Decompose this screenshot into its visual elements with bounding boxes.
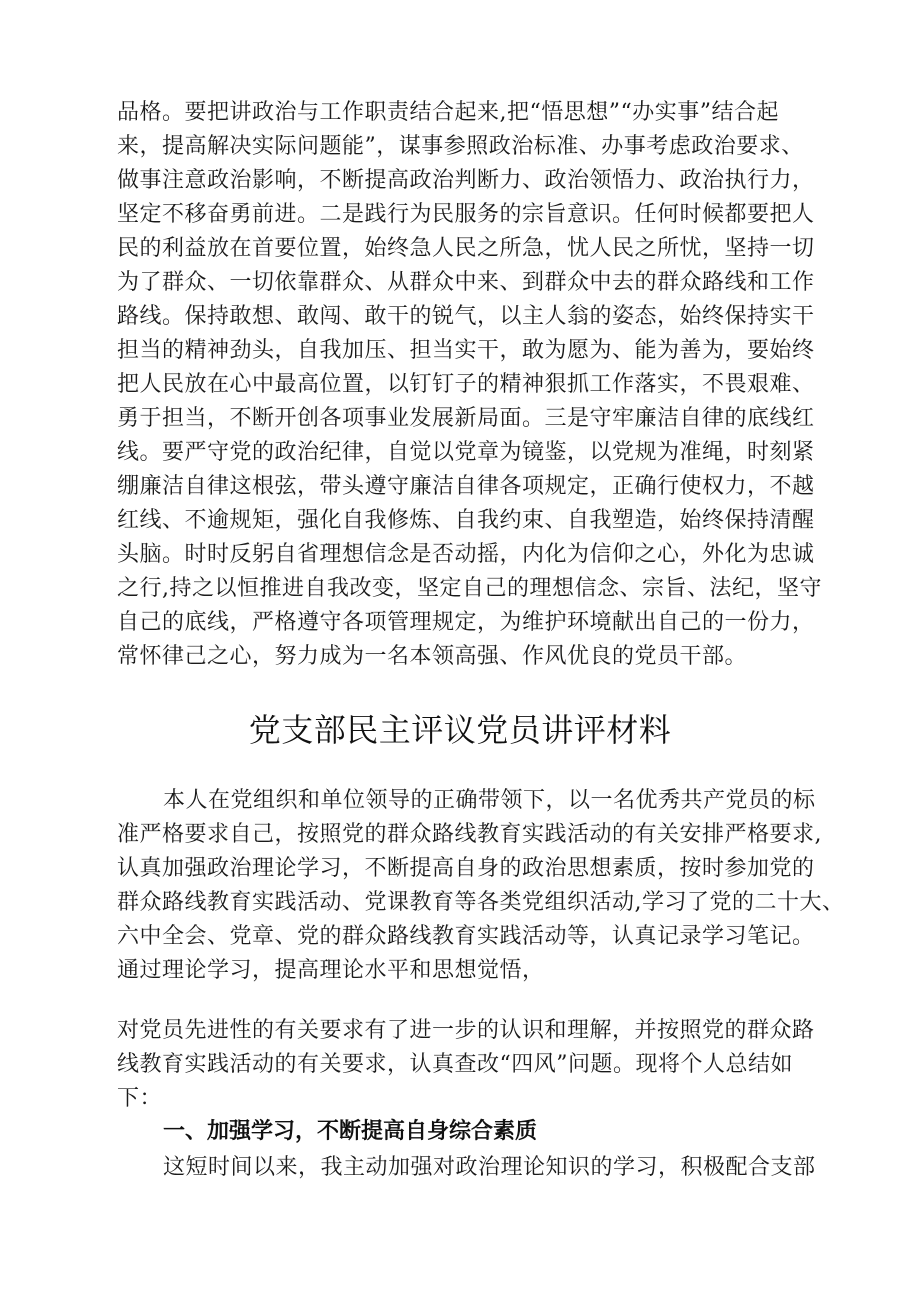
text-line: 线教育实践活动的有关要求，认真查改“四风”问题。现将个人总结如 (117, 1052, 793, 1077)
text-line: 准严格要求自己，按照党的群众路线教育实践活动的有关安排严格要求, (117, 822, 822, 847)
text-line: 线。要严守党的政治纪律，自觉以党章为镜鉴，以党规为准绳，时刻紧 (117, 440, 815, 465)
text-line: 下： (117, 1086, 163, 1111)
text-line: 本人在党组织和单位领导的正确带领下，以一名优秀共产党员的标 (163, 788, 816, 813)
text-line: 担当的精神劲头，自我加压、担当实干，敢为愿为、能为善为，要始终 (117, 338, 815, 363)
text-line: 常怀律己之心，努力成为一名本领高强、作风优良的党员干部。 (117, 644, 748, 669)
text-line: 对党员先进性的有关要求有了进一步的认识和理解，并按照党的群众路 (117, 1018, 815, 1043)
text-line: 做事注意政治影响，不断提高政治判断力、政治领悟力、政治执行力， (117, 168, 815, 193)
text-line: 把人民放在心中最高位置，以钉钉子的精神狠抓工作落实，不畏艰难、 (117, 372, 815, 397)
text-line: 勇于担当，不断开创各项事业发展新局面。三是守牢廉洁自律的底线红 (117, 406, 815, 431)
text-line: 民的利益放在首要位置，始终急人民之所急，忧人民之所忧，坚持一切 (117, 236, 815, 261)
text-line: 六中全会、党章、党的群众路线教育实践活动等，认真记录学习笔记。 (117, 924, 815, 949)
text-line: 绷廉洁自律这根弦，带头遵守廉洁自律各项规定，正确行使权力，不越 (117, 474, 815, 499)
text-line: 品格。要把讲政治与工作职责结合起来,把“悟思想”“办实事”结合起 (117, 100, 779, 125)
text-line: 群众路线教育实践活动、党课教育等各类党组织活动,学习了党的二十大、 (117, 890, 845, 915)
text-line: 头脑。时时反躬自省理想信念是否动摇，内化为信仰之心，外化为忠诚 (117, 542, 815, 567)
text-line: 自己的底线，严格遵守各项管理规定，为维护环境献出自己的一份力， (117, 610, 815, 635)
text-line: 通过理论学习，提高理论水平和思想觉悟， (117, 958, 545, 983)
section-heading: 一、加强学习，不断提高自身综合素质 (163, 1119, 538, 1144)
text-line: 认真加强政治理论学习，不断提高自身的政治思想素质，按时参加党的 (117, 856, 815, 881)
text-line: 之行,持之以恒推进自我改变，坚定自己的理想信念、宗旨、法纪，坚守 (117, 576, 822, 601)
text-line: 路线。保持敢想、敢闯、敢干的锐气，以主人翁的姿态，始终保持实干 (117, 304, 815, 329)
text-line: 坚定不移奋勇前进。二是践行为民服务的宗旨意识。任何时候都要把人 (117, 202, 815, 227)
text-line: 为了群众、一切依靠群众、从群众中来、到群众中去的群众路线和工作 (117, 270, 815, 295)
document-title: 党支部民主评议党员讲评材料 (248, 711, 672, 749)
text-line: 这短时间以来，我主动加强对政治理论知识的学习，积极配合支部 (163, 1155, 816, 1180)
text-line: 来，提高解决实际问题能”，谋事参照政治标准、办事考虑政治要求、 (117, 134, 804, 159)
text-line: 红线、不逾规矩，强化自我修炼、自我约束、自我塑造，始终保持清醒 (117, 508, 815, 533)
